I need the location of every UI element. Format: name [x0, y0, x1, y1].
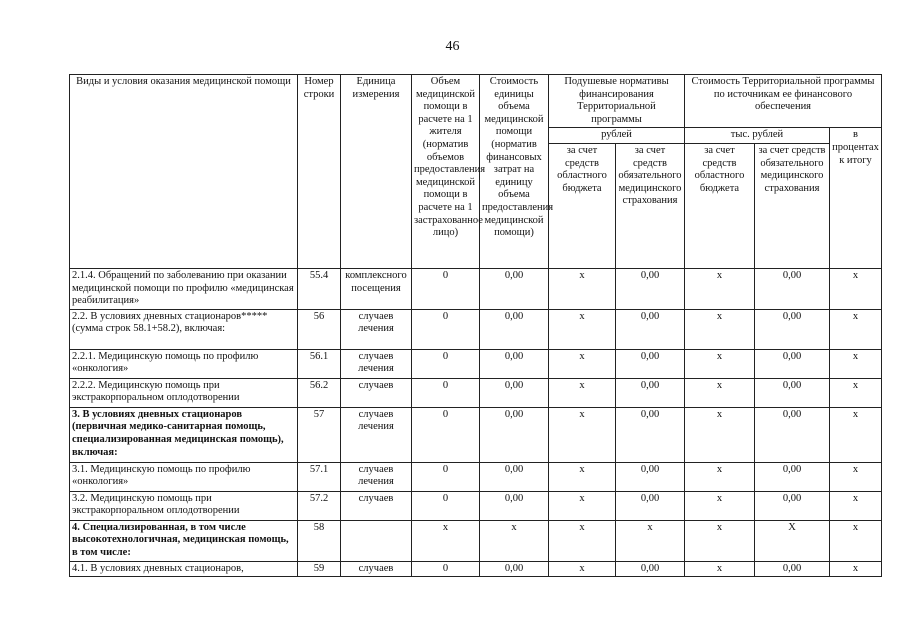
row-norm-budget: x — [549, 491, 616, 520]
header-group-norms: Подушевые нормативы финансирования Территориальной программы — [549, 75, 685, 128]
row-norm-budget: x — [549, 268, 616, 309]
row-percent: x — [830, 378, 882, 407]
row-volume: 0 — [412, 268, 480, 309]
row-norm-oms: 0,00 — [616, 407, 685, 462]
row-cost-budget: x — [685, 349, 755, 378]
row-name: 2.2.1. Медицинскую помощь по профилю «онкология» — [70, 349, 298, 378]
row-cost-budget: x — [685, 407, 755, 462]
table-row — [70, 309, 882, 349]
row-percent: x — [830, 407, 882, 462]
row-cost: 0,00 — [480, 268, 549, 309]
row-cost-oms: 0,00 — [755, 462, 830, 491]
header-unit-rub: рублей — [549, 128, 685, 144]
row-percent: x — [830, 561, 882, 577]
row-cost: 0,00 — [480, 491, 549, 520]
table-row — [70, 561, 882, 577]
row-unit: случаев — [341, 491, 412, 520]
header-unit-thousand-rub: тыс. рублей — [685, 128, 830, 144]
row-cost-oms: 0,00 — [755, 491, 830, 520]
row-number: 56.1 — [298, 349, 341, 378]
row-cost: 0,00 — [480, 407, 549, 462]
row-name: 4.1. В условиях дневных стационаров, — [70, 561, 298, 577]
financing-table — [69, 74, 882, 577]
row-number: 56 — [298, 309, 341, 349]
row-name: 2.1.4. Обращений по заболеванию при оказании медицинской помощи по профилю «медицинская реабилитация» — [70, 268, 298, 309]
row-percent: x — [830, 309, 882, 349]
row-unit: случаев лечения — [341, 309, 412, 349]
row-norm-oms: 0,00 — [616, 462, 685, 491]
row-unit: случаев — [341, 378, 412, 407]
row-cost-oms: 0,00 — [755, 378, 830, 407]
row-cost: 0,00 — [480, 309, 549, 349]
header-name: Виды и условия оказания медицинской помощи — [70, 75, 298, 269]
table-row — [70, 407, 882, 462]
header-oms-2: за счет средств обязательного медицинского страхования — [755, 143, 830, 268]
row-cost-oms: 0,00 — [755, 407, 830, 462]
table-row — [70, 349, 882, 378]
header-group-cost: Стоимость Территориальной программы по источникам ее финансового обеспечения — [685, 75, 882, 128]
row-name: 4. Специализированная, в том числе высокотехнологичная, медицинская помощь, в том числе: — [70, 520, 298, 561]
row-cost-oms: 0,00 — [755, 309, 830, 349]
row-cost-budget: x — [685, 561, 755, 577]
table-row — [70, 378, 882, 407]
row-percent: x — [830, 520, 882, 561]
row-number: 57.1 — [298, 462, 341, 491]
header-budget: за счет средств областного бюджета — [549, 143, 616, 268]
header-percent: в процентах к итогу — [830, 128, 882, 269]
row-norm-oms: 0,00 — [616, 491, 685, 520]
row-cost-budget: x — [685, 268, 755, 309]
row-norm-budget: x — [549, 561, 616, 577]
row-unit: случаев лечения — [341, 349, 412, 378]
table-row — [70, 491, 882, 520]
row-unit: комплексного посещения — [341, 268, 412, 309]
row-number: 55.4 — [298, 268, 341, 309]
row-unit: случаев лечения — [341, 407, 412, 462]
row-norm-oms: 0,00 — [616, 561, 685, 577]
row-norm-oms: x — [616, 520, 685, 561]
table-row — [70, 462, 882, 491]
row-name: 3.1. Медицинскую помощь по профилю «онкология» — [70, 462, 298, 491]
row-number: 56.2 — [298, 378, 341, 407]
row-name: 3. В условиях дневных стационаров (первичная медико-санитарная помощь, специализированная медицинская помощь), включая: — [70, 407, 298, 462]
header-oms: за счет средств обязательного медицинского страхования — [616, 143, 685, 268]
header-unit: Единица измерения — [341, 75, 412, 269]
row-cost: x — [480, 520, 549, 561]
row-percent: x — [830, 491, 882, 520]
row-norm-oms: 0,00 — [616, 309, 685, 349]
row-norm-oms: 0,00 — [616, 349, 685, 378]
row-volume: 0 — [412, 309, 480, 349]
row-number: 57.2 — [298, 491, 341, 520]
header-cost: Стоимость единицы объема медицинской помощи (норматив финансовых затрат на единицу объема предоставления медицинской помощи) — [480, 75, 549, 269]
row-volume: 0 — [412, 378, 480, 407]
row-cost: 0,00 — [480, 378, 549, 407]
row-norm-budget: x — [549, 349, 616, 378]
header-budget-2: за счет средств областного бюджета — [685, 143, 755, 268]
header-row-number: Номер строки — [298, 75, 341, 269]
row-cost: 0,00 — [480, 462, 549, 491]
page-number: 46 — [445, 39, 460, 54]
row-unit: случаев лечения — [341, 462, 412, 491]
header-volume: Объем медицинской помощи в расчете на 1 жителя (норматив объемов предоставления медицинской помощи в расчете на 1 застрахованное лицо) — [412, 75, 480, 269]
row-norm-oms: 0,00 — [616, 378, 685, 407]
row-norm-budget: x — [549, 378, 616, 407]
row-cost-budget: x — [685, 378, 755, 407]
row-norm-budget: x — [549, 407, 616, 462]
row-volume: 0 — [412, 349, 480, 378]
table-row — [70, 520, 882, 561]
row-cost: 0,00 — [480, 561, 549, 577]
row-number: 58 — [298, 520, 341, 561]
row-cost-oms: X — [755, 520, 830, 561]
row-volume: 0 — [412, 561, 480, 577]
row-name: 2.2. В условиях дневных стационаров***** (сумма строк 58.1+58.2), включая: — [70, 309, 298, 349]
row-cost-oms: 0,00 — [755, 349, 830, 378]
row-volume: 0 — [412, 407, 480, 462]
row-percent: x — [830, 462, 882, 491]
row-norm-budget: x — [549, 462, 616, 491]
row-volume: x — [412, 520, 480, 561]
row-cost: 0,00 — [480, 349, 549, 378]
row-name: 3.2. Медицинскую помощь при экстракорпоральном оплодотворении — [70, 491, 298, 520]
table-row — [70, 268, 882, 309]
row-norm-budget: x — [549, 520, 616, 561]
row-cost-oms: 0,00 — [755, 268, 830, 309]
row-name: 2.2.2. Медицинскую помощь при экстракорпоральном оплодотворении — [70, 378, 298, 407]
row-cost-budget: x — [685, 520, 755, 561]
row-number: 59 — [298, 561, 341, 577]
row-norm-budget: x — [549, 309, 616, 349]
row-unit: случаев — [341, 561, 412, 577]
row-cost-budget: x — [685, 462, 755, 491]
row-norm-oms: 0,00 — [616, 268, 685, 309]
row-unit — [341, 520, 412, 561]
row-cost-oms: 0,00 — [755, 561, 830, 577]
row-cost-budget: x — [685, 491, 755, 520]
row-volume: 0 — [412, 491, 480, 520]
row-volume: 0 — [412, 462, 480, 491]
row-percent: x — [830, 349, 882, 378]
row-percent: x — [830, 268, 882, 309]
row-cost-budget: x — [685, 309, 755, 349]
row-number: 57 — [298, 407, 341, 462]
